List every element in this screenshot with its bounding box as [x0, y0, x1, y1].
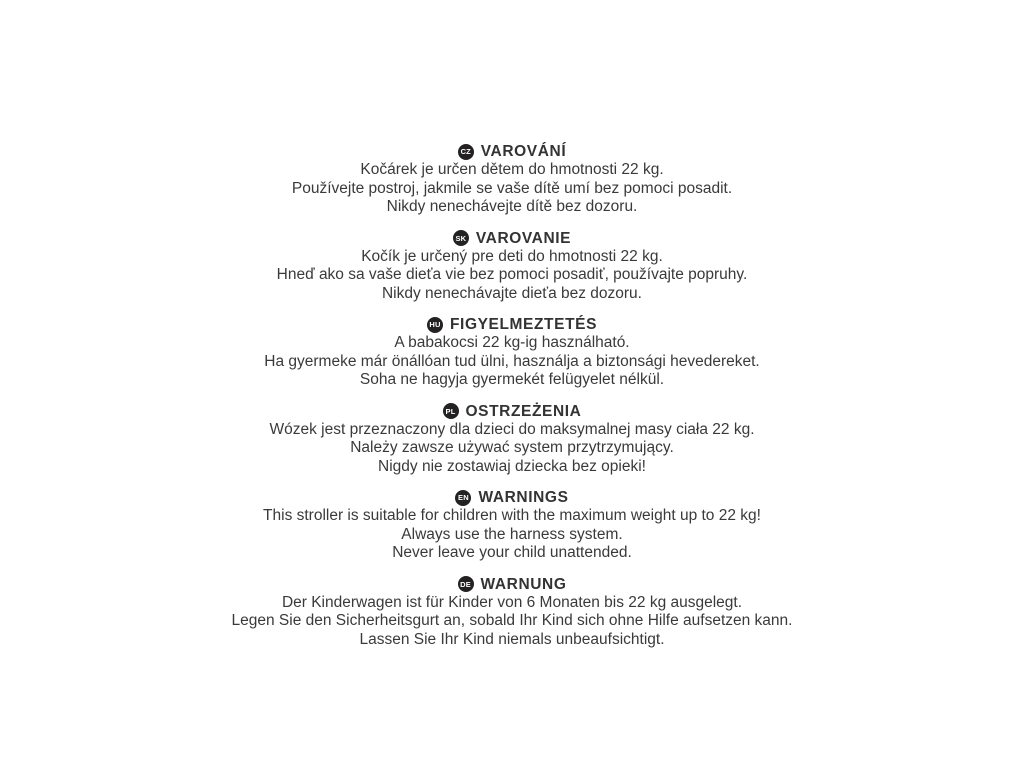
warning-line: Należy zawsze używać system przytrzymujący. [350, 439, 674, 456]
warning-line: This stroller is suitable for children with the maximum weight up to 22 kg! [263, 507, 761, 524]
warning-section-cz [0, 142, 1024, 217]
warning-section-sk [0, 229, 1024, 304]
warning-line: Kočárek je určen dětem do hmotnosti 22 kg. [360, 161, 664, 178]
section-heading-hu: FIGYELMEZTETÉS [449, 316, 598, 333]
language-badge-hu: HU [427, 317, 443, 333]
language-badge-en: EN [455, 490, 471, 506]
warning-line: Hneď ako sa vaše dieťa vie bez pomoci posadiť, používajte popruhy. [276, 266, 748, 283]
section-heading-row [0, 142, 1024, 161]
section-heading-de: WARNUNG [480, 575, 567, 593]
language-badge-pl: PL [443, 403, 459, 419]
warning-line: Ha gyermeke már önállóan tud ülni, használja a biztonsági hevedereket. [264, 352, 760, 370]
warning-line: Používejte postroj, jakmile se vaše dítě umí bez pomoci posadit. [291, 179, 733, 197]
section-heading-row [0, 402, 1024, 421]
warning-section-pl [0, 402, 1024, 477]
warning-line: Never leave your child unattended. [392, 544, 632, 561]
section-heading-en: WARNINGS [478, 489, 569, 506]
warning-line: Nikdy nenechávajte dieťa bez dozoru. [381, 284, 642, 302]
section-heading-pl: OSTRZEŻENIA [465, 402, 582, 420]
warning-line: Soha ne hagyja gyermekét felügyelet nélkül. [359, 371, 665, 388]
section-heading-row [0, 488, 1024, 507]
warning-section-hu [0, 315, 1024, 390]
warning-line: Nikdy nenechávejte dítě bez dozoru. [386, 198, 638, 215]
warning-line: Der Kinderwagen ist für Kinder von 6 Monaten bis 22 kg ausgelegt. [281, 593, 743, 611]
warning-line: Nigdy nie zostawiaj dziecka bez opieki! [378, 457, 646, 475]
warning-line: Wózek jest przeznaczony dla dzieci do maksymalnej masy ciała 22 kg. [269, 420, 755, 438]
language-badge-de: DE [458, 576, 474, 592]
warning-line: Lassen Sie Ihr Kind niemals unbeaufsichtigt. [359, 630, 665, 648]
warning-line: A babakocsi 22 kg-ig használható. [394, 334, 630, 351]
language-badge-sk: SK [453, 230, 469, 246]
section-heading-row [0, 315, 1024, 334]
section-heading-row [0, 575, 1024, 594]
warning-line: Always use the harness system. [401, 525, 623, 543]
section-heading-sk: VAROVANIE [475, 229, 572, 247]
section-heading-cz: VAROVÁNÍ [480, 143, 567, 160]
section-heading-row [0, 229, 1024, 248]
warning-line: Kočík je určený pre deti do hmotnosti 22 kg. [361, 247, 663, 265]
warning-section-de [0, 575, 1024, 650]
warning-section-en [0, 488, 1024, 563]
warning-line: Legen Sie den Sicherheitsgurt an, sobald Ihr Kind sich ohne Hilfe aufsetzen kann. [231, 612, 793, 629]
language-badge-cz: CZ [458, 144, 474, 160]
